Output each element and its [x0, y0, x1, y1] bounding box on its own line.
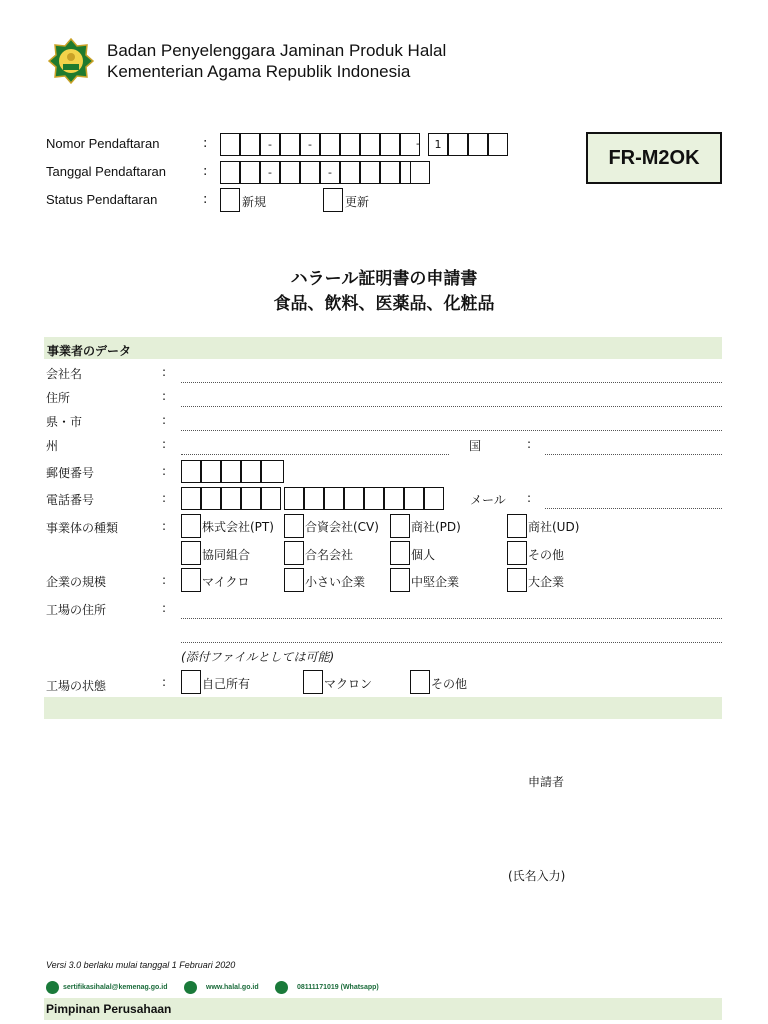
colon: :	[162, 389, 167, 403]
company-leader-label: Pimpinan Perusahaan	[46, 1002, 172, 1016]
section-footer-band	[44, 697, 722, 719]
postal-digit-box[interactable]	[221, 460, 241, 483]
state-label: 州	[46, 439, 59, 453]
city-field[interactable]	[181, 430, 722, 431]
business-type-pd-checkbox[interactable]	[390, 514, 410, 538]
phone-digit-box[interactable]	[241, 487, 261, 510]
phone-digit-box[interactable]	[384, 487, 404, 510]
business-type-other-label: その他	[528, 548, 565, 562]
tanggal-digit-box[interactable]	[240, 161, 260, 184]
form-title-line1: ハラール証明書の申請書	[290, 269, 478, 289]
company-name-label: 会社名	[46, 367, 83, 381]
phone-digit-box[interactable]	[181, 487, 201, 510]
version-note: Versi 3.0 berlaku mulai tanggal 1 Februari 2020	[46, 960, 236, 970]
tanggal-pendaftaran-label: Tanggal Pendaftaran	[46, 164, 166, 179]
company-size-label: 企業の規模	[46, 575, 107, 589]
status-renew-label: 更新	[345, 195, 370, 209]
form-code-box: FR-M2OK	[586, 132, 722, 184]
business-type-pt-label: 株式会社(PT)	[202, 520, 274, 534]
colon: :	[162, 437, 167, 451]
business-type-firm-checkbox[interactable]	[284, 541, 304, 565]
factory-own-checkbox[interactable]	[181, 670, 201, 694]
phone-label: 電話番号	[46, 493, 95, 507]
nomor-digit-box[interactable]	[240, 133, 260, 156]
colon: :	[527, 491, 532, 505]
colon: :	[203, 192, 208, 207]
tanggal-digit-box[interactable]	[280, 161, 300, 184]
factory-macron-label: マクロン	[324, 677, 373, 691]
org-name-line2: Kementerian Agama Republik Indonesia	[107, 62, 411, 81]
contact-email[interactable]: sertifikasihalal@kemenag.go.id	[63, 984, 168, 991]
nomor-separator: -	[260, 133, 280, 156]
business-type-ud-checkbox[interactable]	[507, 514, 527, 538]
business-type-cv-checkbox[interactable]	[284, 514, 304, 538]
phone-digit-box[interactable]	[404, 487, 424, 510]
size-micro-label: マイクロ	[202, 575, 250, 589]
business-type-individual-label: 個人	[411, 548, 436, 562]
kemenag-logo-icon	[48, 38, 94, 84]
business-type-pt-checkbox[interactable]	[181, 514, 201, 538]
colon: :	[162, 601, 167, 615]
tanggal-separator: -	[260, 161, 280, 184]
form-title-line2: 食品、飲料、医薬品、化粧品	[273, 294, 495, 314]
business-type-ud-label: 商社(UD)	[528, 520, 580, 534]
business-type-firm-label: 合名会社	[305, 548, 354, 562]
tanggal-digit-box[interactable]	[340, 161, 360, 184]
status-pendaftaran-label: Status Pendaftaran	[46, 192, 158, 207]
section-title: 事業者のデータ	[47, 344, 132, 358]
colon: :	[162, 519, 167, 533]
factory-macron-checkbox[interactable]	[303, 670, 323, 694]
status-new-checkbox[interactable]	[220, 188, 240, 212]
status-new-label: 新規	[242, 195, 267, 209]
applicant-label: 申請者	[528, 775, 565, 789]
business-type-coop-checkbox[interactable]	[181, 541, 201, 565]
size-large-label: 大企業	[528, 575, 565, 589]
business-type-label: 事業体の種類	[46, 521, 119, 535]
colon: :	[162, 573, 167, 587]
colon: :	[203, 164, 208, 179]
colon: :	[162, 413, 167, 427]
nomor-digit-box-filled[interactable]: 1	[428, 133, 448, 156]
phone-icon	[275, 981, 288, 994]
size-medium-checkbox[interactable]	[390, 568, 410, 592]
business-type-pd-label: 商社(PD)	[411, 520, 461, 534]
nomor-separator: -	[416, 137, 420, 150]
size-medium-label: 中堅企業	[411, 575, 460, 589]
address-field[interactable]	[181, 406, 722, 407]
postal-digit-box[interactable]	[261, 460, 284, 483]
phone-digit-box[interactable]	[221, 487, 241, 510]
factory-address-field-line2[interactable]	[181, 642, 722, 643]
business-type-individual-checkbox[interactable]	[390, 541, 410, 565]
postal-digit-box[interactable]	[181, 460, 201, 483]
phone-digit-box[interactable]	[364, 487, 384, 510]
factory-own-label: 自己所有	[202, 677, 251, 691]
globe-icon	[184, 981, 197, 994]
business-type-coop-label: 協同組合	[202, 548, 251, 562]
tanggal-separator: -	[320, 161, 340, 184]
nomor-separator: -	[300, 133, 320, 156]
city-label: 県・市	[46, 415, 83, 429]
nomor-pendaftaran-label: Nomor Pendaftaran	[46, 136, 160, 151]
state-field[interactable]	[181, 454, 449, 455]
company-name-field[interactable]	[181, 382, 722, 383]
nomor-digit-box[interactable]	[360, 133, 380, 156]
tanggal-digit-box[interactable]	[380, 161, 400, 184]
size-micro-checkbox[interactable]	[181, 568, 201, 592]
tanggal-digit-box[interactable]	[220, 161, 240, 184]
phone-digit-box[interactable]	[304, 487, 324, 510]
colon: :	[162, 675, 167, 689]
nomor-digit-box[interactable]	[220, 133, 240, 156]
size-small-label: 小さい企業	[305, 575, 366, 589]
phone-digit-box[interactable]	[344, 487, 364, 510]
attachment-note: (添付ファイルとしては可能)	[181, 650, 335, 664]
tanggal-digit-box[interactable]	[360, 161, 380, 184]
org-name-line1: Badan Penyelenggara Jaminan Produk Halal	[107, 41, 447, 60]
postal-digit-box[interactable]	[201, 460, 221, 483]
business-type-other-checkbox[interactable]	[507, 541, 527, 565]
phone-digit-box[interactable]	[261, 487, 281, 510]
colon: :	[527, 437, 532, 451]
factory-address-label: 工場の住所	[46, 603, 107, 617]
size-large-checkbox[interactable]	[507, 568, 527, 592]
email-field[interactable]	[545, 508, 722, 509]
factory-status-label: 工場の状態	[46, 679, 107, 693]
factory-address-field-line1[interactable]	[181, 618, 722, 619]
status-renew-checkbox[interactable]	[323, 188, 343, 212]
nomor-digit-box[interactable]	[380, 133, 400, 156]
nomor-digit-box[interactable]	[340, 133, 360, 156]
phone-digit-box[interactable]	[424, 487, 444, 510]
email-label: メール	[470, 493, 506, 507]
nomor-digit-box[interactable]	[320, 133, 340, 156]
business-type-cv-label: 合資会社(CV)	[305, 520, 379, 534]
name-entry-hint: (氏名入力)	[508, 869, 566, 883]
phone-digit-box[interactable]	[284, 487, 304, 510]
colon: :	[203, 136, 208, 151]
contact-whatsapp[interactable]: 08111171019 (Whatsapp)	[297, 984, 379, 991]
phone-digit-box[interactable]	[324, 487, 344, 510]
postal-code-label: 郵便番号	[46, 466, 95, 480]
phone-digit-box[interactable]	[201, 487, 221, 510]
country-field[interactable]	[545, 454, 722, 455]
nomor-digit-box[interactable]	[468, 133, 488, 156]
colon: :	[162, 365, 167, 379]
postal-digit-box[interactable]	[241, 460, 261, 483]
country-label: 国	[469, 439, 482, 453]
contact-website[interactable]: www.halal.go.id	[206, 984, 259, 991]
section-header-band	[44, 337, 722, 359]
tanggal-digit-box[interactable]	[410, 161, 430, 184]
nomor-digit-box[interactable]	[448, 133, 468, 156]
factory-other-checkbox[interactable]	[410, 670, 430, 694]
tanggal-digit-box[interactable]	[300, 161, 320, 184]
nomor-digit-box[interactable]	[488, 133, 508, 156]
colon: :	[162, 464, 167, 478]
address-label: 住所	[46, 391, 71, 405]
colon: :	[162, 491, 167, 505]
size-small-checkbox[interactable]	[284, 568, 304, 592]
nomor-digit-box[interactable]	[280, 133, 300, 156]
factory-other-label: その他	[431, 677, 468, 691]
email-icon	[46, 981, 59, 994]
